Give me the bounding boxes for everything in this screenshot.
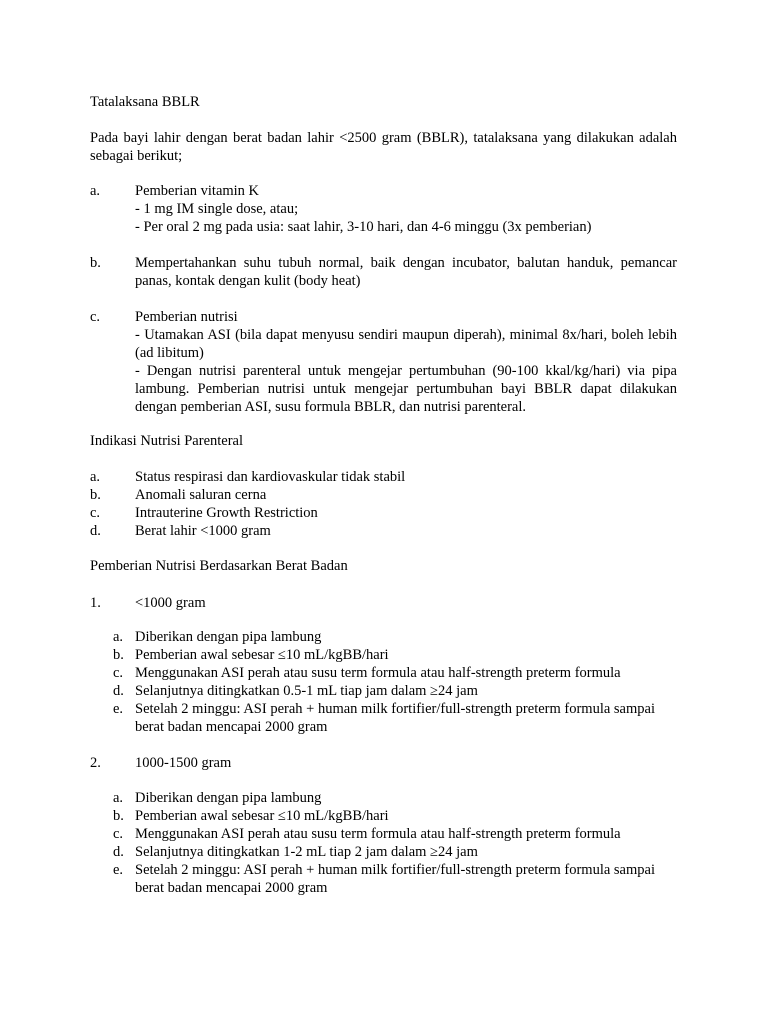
list-item-text: Diberikan dengan pipa lambung: [135, 629, 322, 645]
list-marker: c.: [113, 665, 124, 681]
list-item: [90, 754, 677, 772]
list-item: [90, 254, 677, 290]
list-marker: d.: [113, 683, 124, 699]
list-item: [113, 700, 700, 736]
list-item-line: - Dengan nutrisi parenteral untuk mengejar pertumbuhan (90-100 kkal/kg/hari) via pipa lambung. Pemberian nutrisi untuk mengejar pertumbuhan bayi BBLR dapat dilakukan dengan pemberian ASI, susu formula BBLR, dan nutrisi parenteral.: [135, 363, 677, 415]
list-marker: d.: [113, 844, 124, 860]
list-marker: a.: [113, 629, 124, 645]
list-marker: d.: [90, 523, 101, 539]
list-item-text: Menggunakan ASI perah atau susu term formula atau half-strength preterm formula: [135, 826, 621, 842]
list-item-text: Status respirasi dan kardiovaskular tidak stabil: [135, 469, 406, 485]
list-item-text: Setelah 2 minggu: ASI perah + human milk fortifier/full-strength preterm formula sampai berat badan mencapai 2000 gram: [135, 701, 655, 735]
list-item: [90, 308, 677, 416]
list-marker: e.: [113, 862, 124, 878]
tatalaksana-list-b: [90, 254, 677, 290]
section-heading: Pemberian Nutrisi Berdasarkan Berat Badan: [90, 558, 348, 574]
section-heading: Indikasi Nutrisi Parenteral: [90, 433, 244, 449]
group-1-sublist: [113, 628, 700, 736]
list-item: [113, 789, 700, 807]
tatalaksana-list: [90, 182, 677, 236]
list-item: [90, 486, 677, 504]
list-item-text: Diberikan dengan pipa lambung: [135, 790, 322, 806]
list-marker: b.: [113, 808, 124, 824]
list-marker: e.: [113, 701, 124, 717]
list-item-text: Berat lahir <1000 gram: [135, 523, 271, 539]
group-label: 1000-1500 gram: [135, 755, 232, 771]
list-marker: a.: [90, 183, 101, 199]
list-marker: b.: [113, 647, 124, 663]
list-item-line: - 1 mg IM single dose, atau;: [135, 201, 299, 217]
list-item: [113, 843, 700, 861]
list-marker: a.: [113, 790, 124, 806]
list-marker: c.: [90, 309, 101, 325]
list-marker: a.: [90, 469, 101, 485]
document-title: Tatalaksana BBLR: [90, 94, 200, 110]
list-item: [90, 182, 677, 236]
list-item: [90, 468, 677, 486]
list-item: [90, 594, 677, 612]
list-item: [90, 504, 677, 522]
list-item: [113, 825, 700, 843]
weight-group-2: [90, 754, 677, 772]
list-item-text: Menggunakan ASI perah atau susu term formula atau half-strength preterm formula: [135, 665, 621, 681]
list-item-heading: Pemberian vitamin K: [135, 183, 260, 199]
list-item-text: Setelah 2 minggu: ASI perah + human milk fortifier/full-strength preterm formula sampai berat badan mencapai 2000 gram: [135, 862, 655, 896]
weight-group-1: [90, 594, 677, 612]
group-2-sublist: [113, 789, 700, 897]
list-item-text: Intrauterine Growth Restriction: [135, 505, 318, 521]
list-item-line: - Utamakan ASI (bila dapat menyusu sendiri maupun diperah), minimal 8x/hari, boleh lebih (ad libitum): [135, 327, 677, 361]
list-item: [113, 628, 700, 646]
list-item: [113, 807, 700, 825]
list-item: [113, 646, 700, 664]
list-item-line: - Per oral 2 mg pada usia: saat lahir, 3-10 hari, dan 4-6 minggu (3x pemberian): [135, 219, 592, 235]
intro-paragraph: Pada bayi lahir dengan berat badan lahir <2500 gram (BBLR), tatalaksana yang dilakukan adalah sebagai berikut;: [90, 130, 677, 164]
list-marker: b.: [90, 255, 101, 271]
list-item: [90, 522, 677, 540]
list-marker: c.: [113, 826, 124, 842]
indikasi-list: [90, 468, 677, 540]
list-item-text: Pemberian awal sebesar ≤10 mL/kgBB/hari: [135, 647, 389, 663]
list-item-heading: Pemberian nutrisi: [135, 309, 238, 325]
list-item-text: Anomali saluran cerna: [135, 487, 267, 503]
list-item-text: Selanjutnya ditingkatkan 1-2 mL tiap 2 jam dalam ≥24 jam: [135, 844, 478, 860]
list-item: [113, 682, 700, 700]
list-marker: b.: [90, 487, 101, 503]
list-item: [113, 664, 700, 682]
list-item-text: Selanjutnya ditingkatkan 0.5-1 mL tiap jam dalam ≥24 jam: [135, 683, 478, 699]
list-marker: 2.: [90, 755, 101, 771]
list-marker: 1.: [90, 595, 101, 611]
tatalaksana-list-c: [90, 308, 677, 416]
list-item: [113, 861, 700, 897]
list-item-heading: Mempertahankan suhu tubuh normal, baik dengan incubator, balutan handuk, pemancar panas, kontak dengan kulit (body heat): [135, 255, 677, 289]
list-marker: c.: [90, 505, 101, 521]
list-item-text: Pemberian awal sebesar ≤10 mL/kgBB/hari: [135, 808, 389, 824]
group-label: <1000 gram: [135, 595, 206, 611]
